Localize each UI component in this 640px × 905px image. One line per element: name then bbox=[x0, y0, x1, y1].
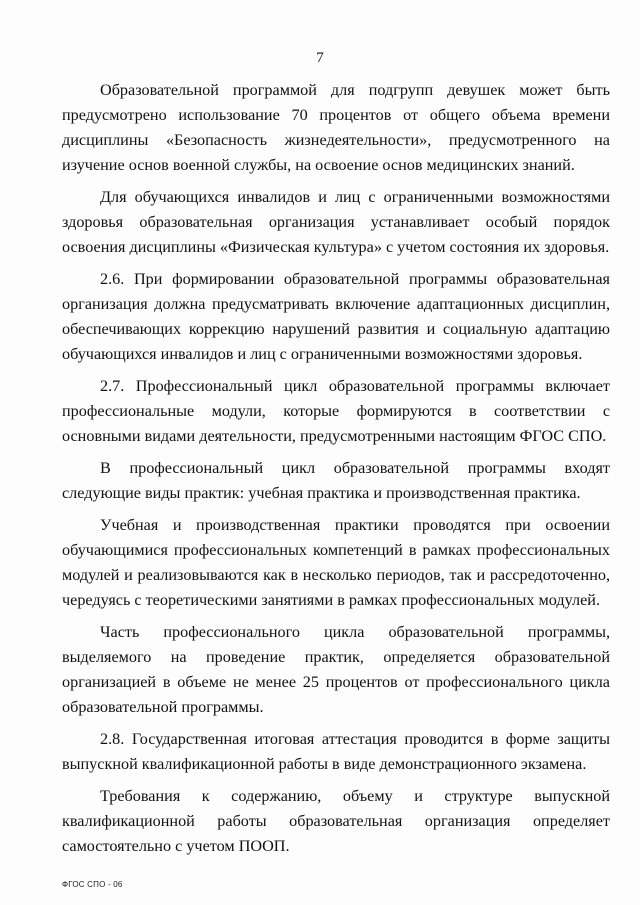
paragraph: Образовательной программой для подгрупп девушек может быть предусмотрено использование 70 процентов от общего объема времени дисциплины «Безопасность жизнедеятельности», предусмотренного на изучение основ военной службы, на освоение основ медицинских знаний. bbox=[62, 81, 610, 174]
page-number: 7 bbox=[316, 50, 324, 66]
paragraph: 2.8. Государственная итоговая аттестация проводится в форме защиты выпускной квалификационной работы в виде демонстрационного экзамена. bbox=[62, 730, 610, 773]
page-footer: ФГОС СПО - 06 bbox=[62, 880, 123, 889]
paragraph: Учебная и производственная практики проводятся при освоении обучающимися профессиональных компетенций в рамках профессиональных модулей и реализовываются как в несколько периодов, так и рассредоточенно, чередуясь с теоретическими занятиями в рамках профессиональных модулей. bbox=[62, 516, 610, 609]
paragraph: 2.6. При формировании образовательной программы образовательная организация должна предусматривать включение адаптационных дисциплин, обеспечивающих коррекцию нарушений развития и социальную адаптацию обучающихся инвалидов и лиц с ограниченными возможностями здоровья. bbox=[62, 270, 610, 363]
paragraph: Часть профессионального цикла образовательной программы, выделяемого на проведение практик, определяется образовательной организацией в объеме не менее 25 процентов от профессионального цикла образовательной программы. bbox=[62, 623, 610, 716]
paragraph: В профессиональный цикл образовательной программы входят следующие виды практик: учебная практика и производственная практика. bbox=[62, 459, 610, 502]
paragraph: Для обучающихся инвалидов и лиц с ограниченными возможностями здоровья образовательная организация устанавливает особый порядок освоения дисциплины «Физическая культура» с учетом состояния их здоровья. bbox=[62, 188, 610, 256]
document-body bbox=[62, 78, 610, 866]
paragraph: 2.7. Профессиональный цикл образовательной программы включает профессиональные модули, которые формируются в соответствии с основными видами деятельности, предусмотренными настоящим ФГОС СПО. bbox=[62, 377, 610, 445]
paragraph: Требования к содержанию, объему и структуре выпускной квалификационной работы образовательная организация определяет самостоятельно с учетом ПООП. bbox=[62, 787, 610, 855]
